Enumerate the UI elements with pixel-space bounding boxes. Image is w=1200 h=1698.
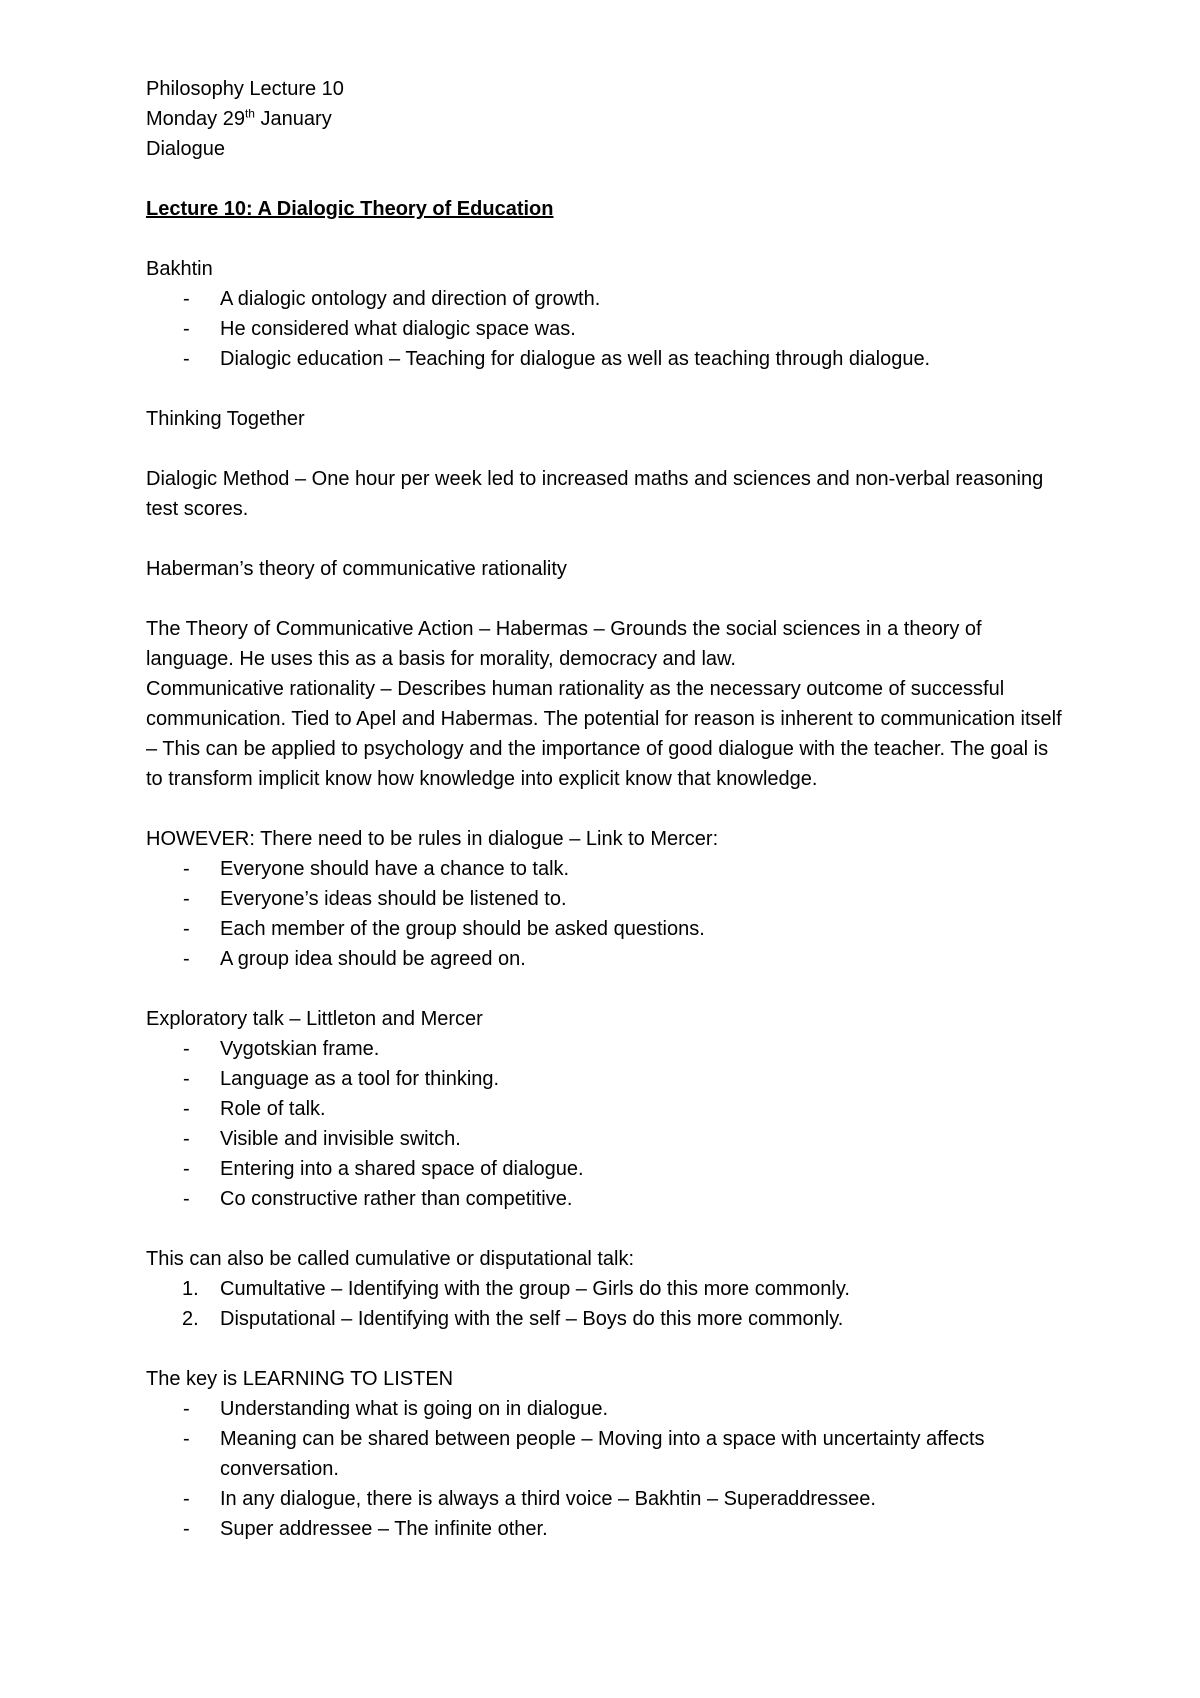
listen-list [146, 1394, 1076, 1544]
date-suffix: January [254, 108, 332, 130]
dash-marker: - [183, 288, 190, 310]
exploratory-list [146, 1034, 1076, 1214]
list-item [146, 284, 1066, 314]
list-item [146, 1394, 1066, 1424]
list-item [146, 1514, 1066, 1544]
list-item-text: Vygotskian frame. [220, 1038, 380, 1060]
listen-heading: The key is LEARNING TO LISTEN [146, 1368, 454, 1390]
dialogic-method-paragraph: Dialogic Method – One hour per week led to increased maths and sciences and non-verbal reasoning test scores. [146, 468, 1044, 520]
list-item [146, 914, 1066, 944]
list-item [146, 884, 1066, 914]
spacer [146, 164, 1076, 194]
cumulative-list [146, 1274, 1076, 1334]
list-item [146, 1184, 1066, 1214]
rules-list [146, 854, 1076, 974]
list-item [146, 1424, 1066, 1484]
list-item [146, 1484, 1066, 1514]
list-item-text: Meaning can be shared between people – Moving into a space with uncertainty affects conversation. [220, 1428, 985, 1480]
communicative-rationality-paragraph: Communicative rationality – Describes human rationality as the necessary outcome of successful communication. Tied to Apel and Habermas. The potential for reason is inherent to communication itself – This can be applied to psychology and the importance of good dialogue with the teacher. The goal is to transform implicit know how knowledge into explicit know that knowledge. [146, 678, 1062, 790]
lecture-title: Lecture 10: A Dialogic Theory of Education [146, 198, 554, 220]
list-item-text: Entering into a shared space of dialogue. [220, 1158, 584, 1180]
list-item [146, 314, 1066, 344]
list-item-text: A group idea should be agreed on. [220, 948, 526, 970]
list-item-text: Cumultative – Identifying with the group – Girls do this more commonly. [220, 1278, 850, 1300]
cumulative-heading: This can also be called cumulative or disputational talk: [146, 1248, 635, 1270]
dash-marker: - [183, 1098, 190, 1120]
haberman-heading: Haberman’s theory of communicative rationality [146, 558, 567, 580]
spacer [146, 224, 1076, 254]
dash-marker: - [183, 1188, 190, 1210]
list-item-text: Understanding what is going on in dialogue. [220, 1398, 609, 1420]
list-item-text: Each member of the group should be asked questions. [220, 918, 705, 940]
dash-marker: - [183, 888, 190, 910]
dash-marker: - [183, 318, 190, 340]
spacer [146, 374, 1076, 404]
rules-heading: HOWEVER: There need to be rules in dialogue – Link to Mercer: [146, 828, 719, 850]
dash-marker: - [183, 1128, 190, 1150]
list-item [146, 854, 1066, 884]
list-item-text: Super addressee – The infinite other. [220, 1518, 548, 1540]
dash-marker: - [183, 1398, 190, 1420]
list-item-text: Everyone’s ideas should be listened to. [220, 888, 567, 910]
list-item-text: Language as a tool for thinking. [220, 1068, 500, 1090]
list-item [146, 1124, 1066, 1154]
spacer [146, 434, 1076, 464]
bakhtin-heading: Bakhtin [146, 258, 213, 280]
course-line: Philosophy Lecture 10 [146, 78, 344, 100]
spacer [146, 794, 1076, 824]
list-item-text: A dialogic ontology and direction of growth. [220, 288, 601, 310]
list-item [146, 1274, 1066, 1304]
spacer [146, 584, 1076, 614]
dash-marker: - [183, 948, 190, 970]
dash-marker: - [183, 1068, 190, 1090]
list-item [146, 1094, 1066, 1124]
spacer [146, 1214, 1076, 1244]
date-line [146, 104, 1076, 134]
list-item [146, 344, 1066, 374]
dash-marker: - [183, 1518, 190, 1540]
number-marker: 1. [182, 1278, 199, 1300]
dash-marker: - [183, 918, 190, 940]
dash-marker: - [183, 858, 190, 880]
dash-marker: - [183, 348, 190, 370]
list-item [146, 1154, 1066, 1184]
list-item-text: Visible and invisible switch. [220, 1128, 461, 1150]
exploratory-heading: Exploratory talk – Littleton and Mercer [146, 1008, 483, 1030]
list-item-text: He considered what dialogic space was. [220, 318, 576, 340]
list-item-text: Role of talk. [220, 1098, 326, 1120]
dash-marker: - [183, 1488, 190, 1510]
list-item-text: Everyone should have a chance to talk. [220, 858, 570, 880]
list-item-text: Dialogic education – Teaching for dialogue as well as teaching through dialogue. [220, 348, 931, 370]
document-body [146, 74, 1076, 1544]
dash-marker: - [183, 1038, 190, 1060]
list-item [146, 1034, 1066, 1064]
spacer [146, 524, 1076, 554]
list-item [146, 944, 1066, 974]
list-item-text: In any dialogue, there is always a third voice – Bakhtin – Superaddressee. [220, 1488, 876, 1510]
date-prefix: Monday 29 [146, 108, 245, 130]
communicative-action-paragraph: The Theory of Communicative Action – Habermas – Grounds the social sciences in a theory of language. He uses this as a basis for morality, democracy and law. [146, 618, 982, 670]
list-item-text: Co constructive rather than competitive. [220, 1188, 573, 1210]
bakhtin-list [146, 284, 1076, 374]
thinking-together-heading: Thinking Together [146, 408, 305, 430]
dash-marker: - [183, 1428, 190, 1450]
topic-line: Dialogue [146, 138, 225, 160]
list-item-text: Disputational – Identifying with the self – Boys do this more commonly. [220, 1308, 844, 1330]
spacer [146, 974, 1076, 1004]
date-superscript: th [244, 106, 255, 121]
spacer [146, 1334, 1076, 1364]
list-item [146, 1064, 1066, 1094]
dash-marker: - [183, 1158, 190, 1180]
number-marker: 2. [182, 1308, 199, 1330]
list-item [146, 1304, 1066, 1334]
